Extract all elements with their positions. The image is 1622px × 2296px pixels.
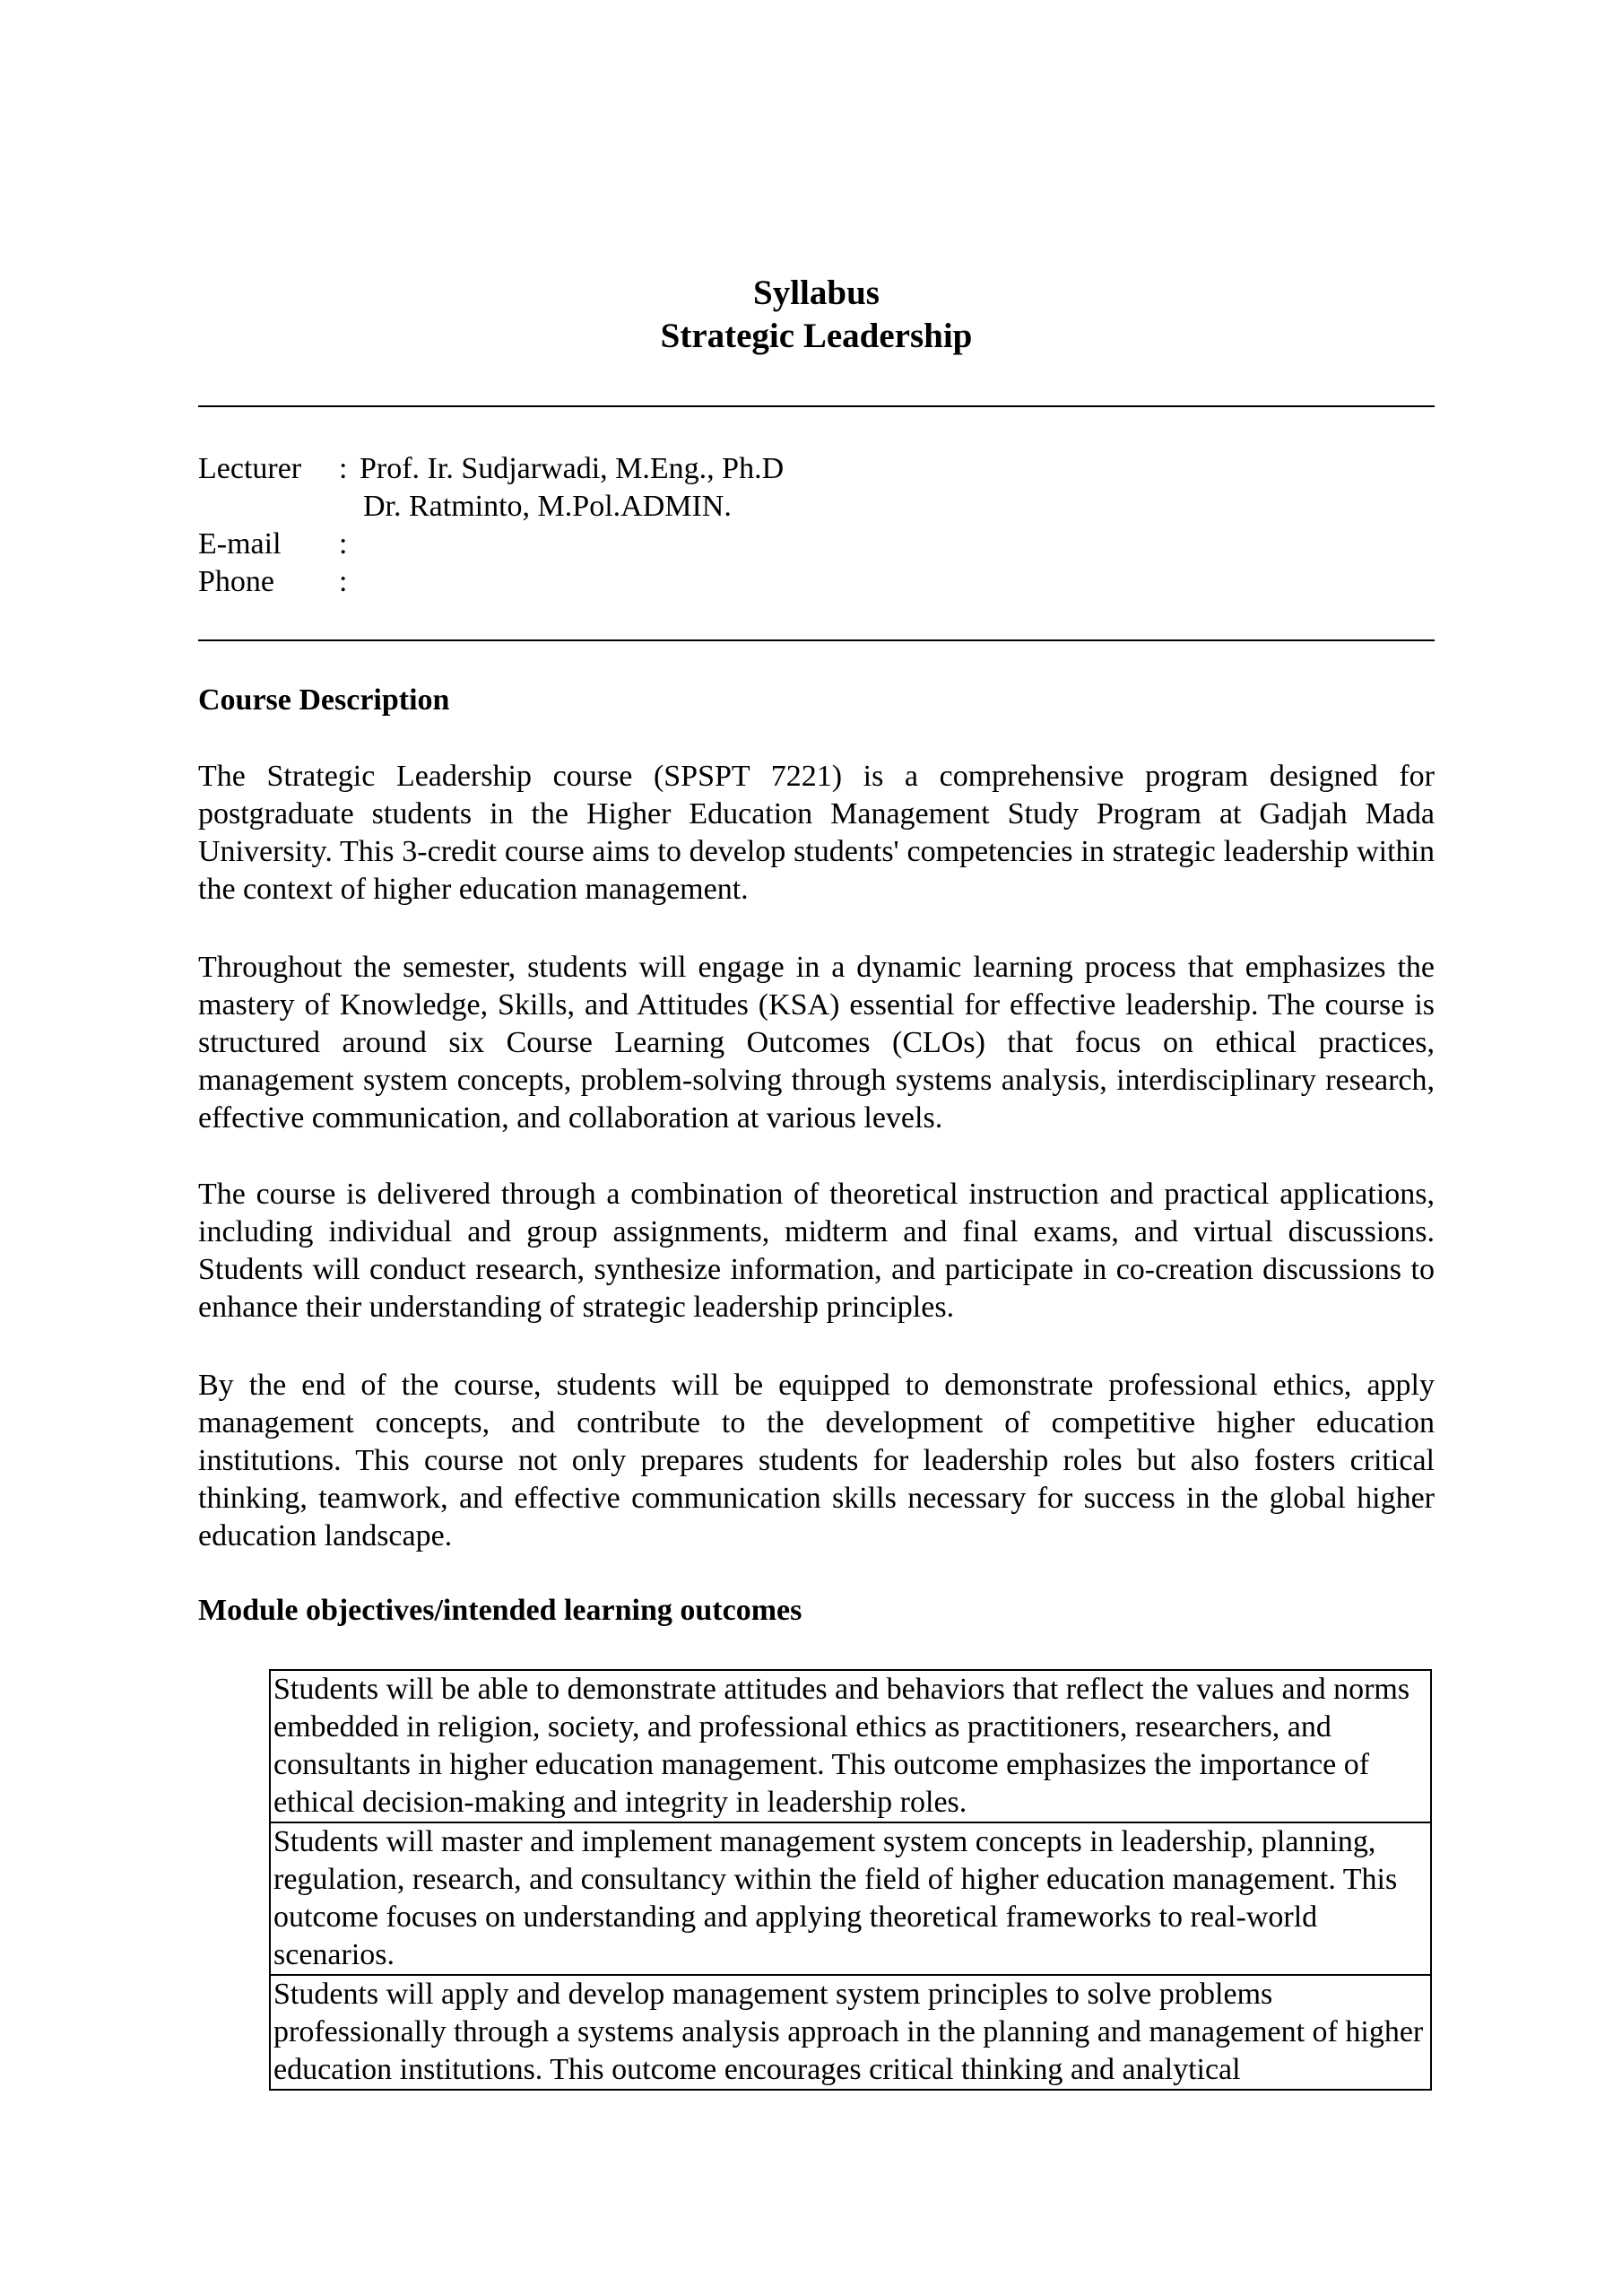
table-row <box>270 1975 1431 2090</box>
horizontal-rule-top <box>198 405 1435 407</box>
horizontal-rule-bottom <box>198 639 1435 641</box>
paragraph: The course is delivered through a combination of theoretical instruction and practical applications, including individual and group assignments, midterm and final exams, and virtual discussions. Students will conduct research, synthesize information, and participate in co-creation discussions to enhance their understanding of strategic leadership principles. <box>198 1178 1435 1324</box>
lecturer-name-1: Prof. Ir. Sudjarwadi, M.Eng., Ph.D <box>360 452 785 485</box>
learning-outcomes-table <box>269 1669 1432 2091</box>
lecturer-name-2: Dr. Ratminto, M.Pol.ADMIN. <box>363 490 732 523</box>
document-subtitle: Strategic Leadership <box>660 317 973 355</box>
phone-colon: : <box>339 565 348 598</box>
document-title-block <box>198 272 1435 358</box>
phone-label: Phone <box>198 565 274 598</box>
course-description-heading: Course Description <box>198 683 450 717</box>
lecturer-label: Lecturer <box>198 452 302 485</box>
outcome-cell: Students will be able to demonstrate attitudes and behaviors that reflect the values and norms embedded in religion, society, and professional ethics as practitioners, researchers, and consultants in higher education management. This outcome emphasizes the importance of ethical decision-making and integrity in leadership roles. <box>270 1670 1431 1822</box>
table-row <box>270 1670 1431 1822</box>
lecturer-colon: : <box>339 452 348 485</box>
document-title: Syllabus <box>753 274 880 312</box>
paragraph: The Strategic Leadership course (SPSPT 7221) is a comprehensive program designed for postgraduate students in the Higher Education Management Study Program at Gadjah Mada University. This 3-credit course aims to develop students' competencies in strategic leadership within the context of higher education management. <box>198 760 1435 906</box>
paragraph: Throughout the semester, students will engage in a dynamic learning process that emphasizes the mastery of Knowledge, Skills, and Attitudes (KSA) essential for effective leadership. The course is structured around six Course Learning Outcomes (CLOs) that focus on ethical practices, management system concepts, problem-solving through systems analysis, interdisciplinary research, effective communication, and collaboration at various levels. <box>198 951 1435 1135</box>
email-label: E-mail <box>198 527 282 561</box>
learning-outcomes-heading: Module objectives/intended learning outcomes <box>198 1594 802 1627</box>
email-colon: : <box>339 527 348 561</box>
outcome-cell: Students will master and implement management system concepts in leadership, planning, regulation, research, and consultancy within the field of higher education management. This outcome focuses on understanding and applying theoretical frameworks to real-world scenarios. <box>270 1822 1431 1975</box>
paragraph: By the end of the course, students will be equipped to demonstrate professional ethics, apply management concepts, and contribute to the development of competitive higher education institutions. This course not only prepares students for leadership roles but also fosters critical thinking, teamwork, and effective communication skills necessary for success in the global higher education landscape. <box>198 1369 1435 1552</box>
table-row <box>270 1822 1431 1975</box>
outcome-cell: Students will apply and develop management system principles to solve problems professionally through a systems analysis approach in the planning and management of higher education institutions. This outcome encourages critical thinking and analytical <box>270 1975 1431 2090</box>
